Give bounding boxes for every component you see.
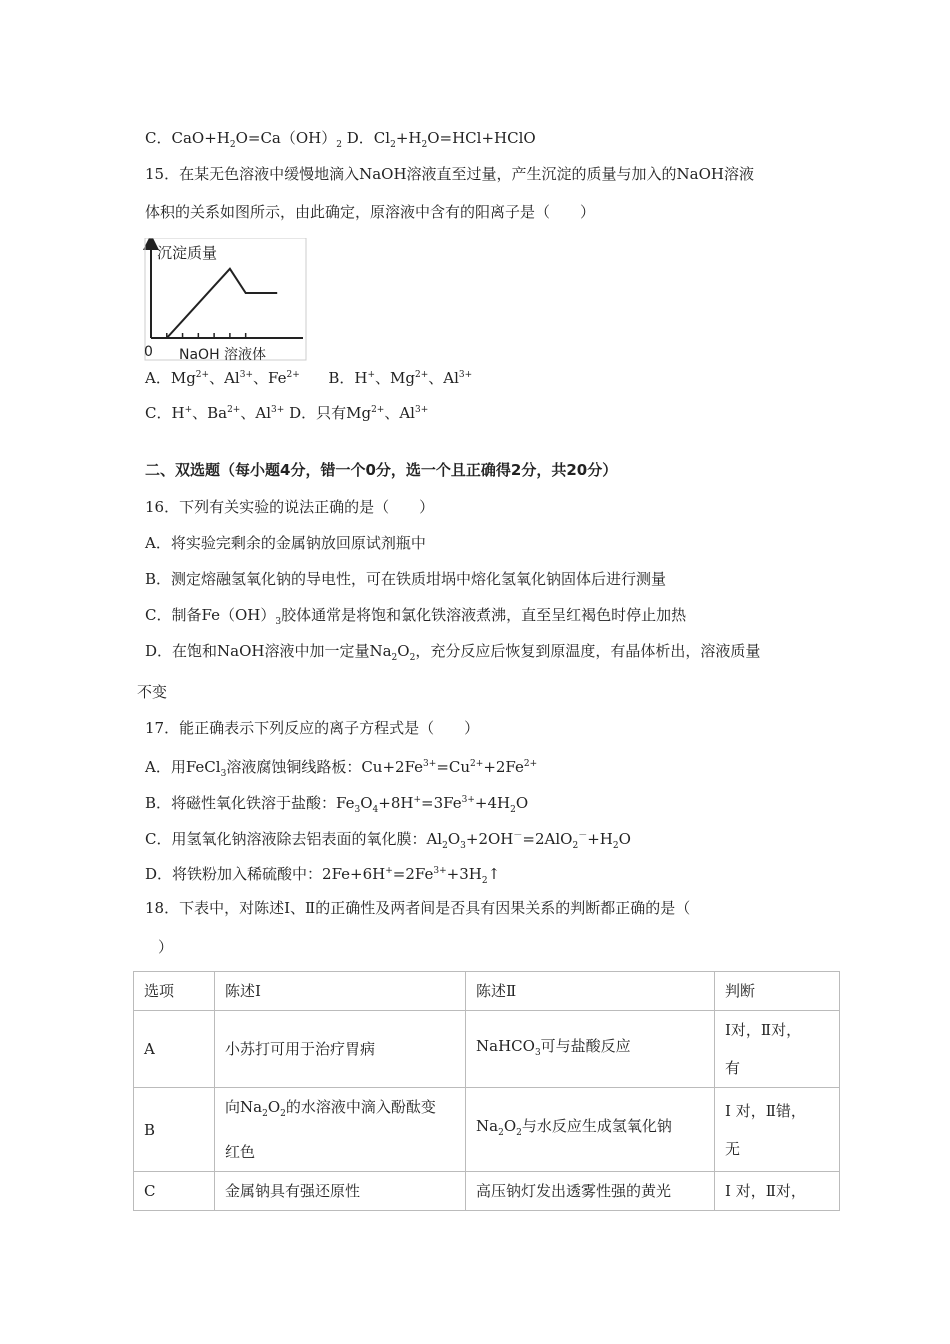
q15-stem-line1: 15．在某无色溶液中缓慢地滴入NaOH溶液直至过量，产生沉淀的质量与加入的NaOH溶液 <box>145 165 754 183</box>
header-option: 选项 <box>134 972 215 1011</box>
precipitate-mass-line <box>167 269 277 338</box>
q17-option-c: C．用氢氧化钠溶液除去铝表面的氧化膜：$Al_2O_3+2OH^-=2AlO_2^-+H_2O$ <box>145 830 631 851</box>
table-header-row <box>134 972 840 1011</box>
q16-option-a: A．将实验完剩余的金属钠放回原试剂瓶中 <box>145 534 426 552</box>
precipitate-chart <box>143 238 308 366</box>
q18-table <box>133 971 840 1211</box>
q16-option-d-cont: 不变 <box>137 683 168 701</box>
q18-stem: 18．下表中，对陈述Ⅰ、Ⅱ的正确性及两者间是否具有因果关系的判断都正确的是（ <box>145 899 691 917</box>
q17-option-b: B．将磁性氧化铁溶于盐酸：$Fe_3O_4+8H^+=3Fe^{3+}+4H_2O$ <box>145 794 529 815</box>
table-row: A 小苏打可用于治疗胃病 NaHCO$_3$可与盐酸反应 Ⅰ对，Ⅱ对， 有 <box>134 1011 840 1088</box>
q15-options-ab: A．$Mg^{2+}$、$Al^{3+}$、$Fe^{2+}$ B．H+、$Mg^{2+}$、$Al^{3+}$ <box>145 369 473 387</box>
header-statement1: 陈述Ⅰ <box>215 972 466 1011</box>
origin-label: 0 <box>144 344 153 360</box>
q16-option-b: B．测定熔融氢氧化钠的导电性，可在铁质坩埚中熔化氢氧化钠固体后进行测量 <box>145 570 667 588</box>
q15-options-cd: C．H+、$Ba^{2+}$、$Al^{3+}$ D．只有$Mg^{2+}$、$Al^{3+}$ <box>145 404 429 422</box>
header-statement2: 陈述Ⅱ <box>466 972 715 1011</box>
q16-option-c: C．制备$Fe(OH)_3$胶体通常是将饱和氯化铁溶液煮沸，直至呈红褐色时停止加热 <box>145 606 687 627</box>
table-row: C 金属钠具有强还原性 高压钠灯发出透雾性强的黄光 Ⅰ 对，Ⅱ对， <box>134 1172 840 1211</box>
q18-stem-cont: ） <box>158 938 174 956</box>
table-row: B 向$Na_2O_2$的水溶液中滴入酚酞变 红色 $Na_2O_2$与水反应生成氢氧化钠 Ⅰ 对，Ⅱ错， 无 <box>134 1088 840 1172</box>
q16-option-d: D．在饱和NaOH溶液中加一定量$Na_2O_2$，充分反应后恢复到原温度，有晶体析出，溶液质量 <box>145 642 761 663</box>
y-axis-label: 沉淀质量 <box>157 244 218 262</box>
q17-option-a: A．用FeCl$_3$溶液腐蚀铜线路板：$Cu+2Fe^{3+}=Cu^{2+}+2Fe^{2+}$ <box>145 758 538 779</box>
q14-options: C．$CaO+H_2O=Ca(OH)_2$ D．$Cl_2+H_2O=HCl+HClO$ <box>145 129 536 150</box>
q17-option-d: D．将铁粉加入稀硫酸中：$2Fe+6H^+=2Fe^{3+}+3H_2↑$ <box>145 865 501 886</box>
q16-stem: 16．下列有关实验的说法正确的是（ ） <box>145 498 435 516</box>
q15-stem-line2: 体积的关系如图所示，由此确定，原溶液中含有的阳离子是（ ） <box>145 203 596 221</box>
header-judgement: 判断 <box>715 972 840 1011</box>
q17-stem: 17．能正确表示下列反应的离子方程式是（ ） <box>145 719 480 737</box>
section-title: 二、双选题（每小题4分，错一个0分，选一个且正确得2分，共20分） <box>145 461 618 479</box>
x-axis-label: NaOH 溶液体 <box>179 347 267 363</box>
